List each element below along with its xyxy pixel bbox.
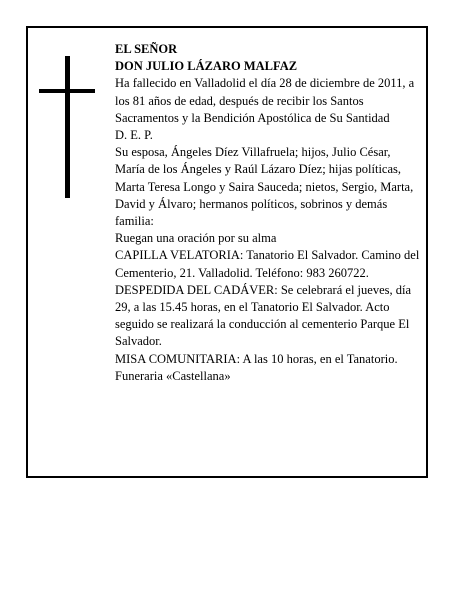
prayer-request: Ruegan una oración por su alma [115,231,277,246]
deceased-name: DON JULIO LÁZARO MALFAZ [115,59,298,74]
family-list: Su esposa, Ángeles Díez Villafruela; hijos, Julio César, María de los Ángeles y Raúl Lázaro Díez; hijas políticas, Marta Teresa Longo y Saira Sauceda; nietos, Sergio, Marta, David y Álvaro; hermanos políticos, sobrinos y demás familia: [115,145,414,229]
cross-vertical-bar [65,56,70,198]
rip-line: D. E. P. [115,128,153,143]
funeral-home: Funeraria «Castellana» [115,368,231,383]
obituary-text [115,41,423,385]
funeral-farewell-info: DESPEDIDA DEL CADÁVER: Se celebrará el jueves, día 29, a las 15.45 horas, en el Tanatorio El Salvador. Acto seguido se realizará la conducción al cementerio Parque El Salvador. [115,282,411,349]
wake-chapel-info: CAPILLA VELATORIA: Tanatorio El Salvador. Camino del Cementerio, 21. Valladolid. Teléfono: 983 260722. [115,248,420,280]
honorific-line: EL SEÑOR [115,42,178,56]
cross-horizontal-bar [39,89,95,93]
mass-info: MISA COMUNITARIA: A las 10 horas, en el Tanatorio. [115,351,398,366]
latin-cross-icon [39,56,95,198]
obituary-notice [26,26,428,478]
death-announcement: Ha fallecido en Valladolid el día 28 de diciembre de 2011, a los 81 años de edad, después de recibir los Santos Sacramentos y la Bendición Apostólica de Su Santidad [115,76,415,125]
